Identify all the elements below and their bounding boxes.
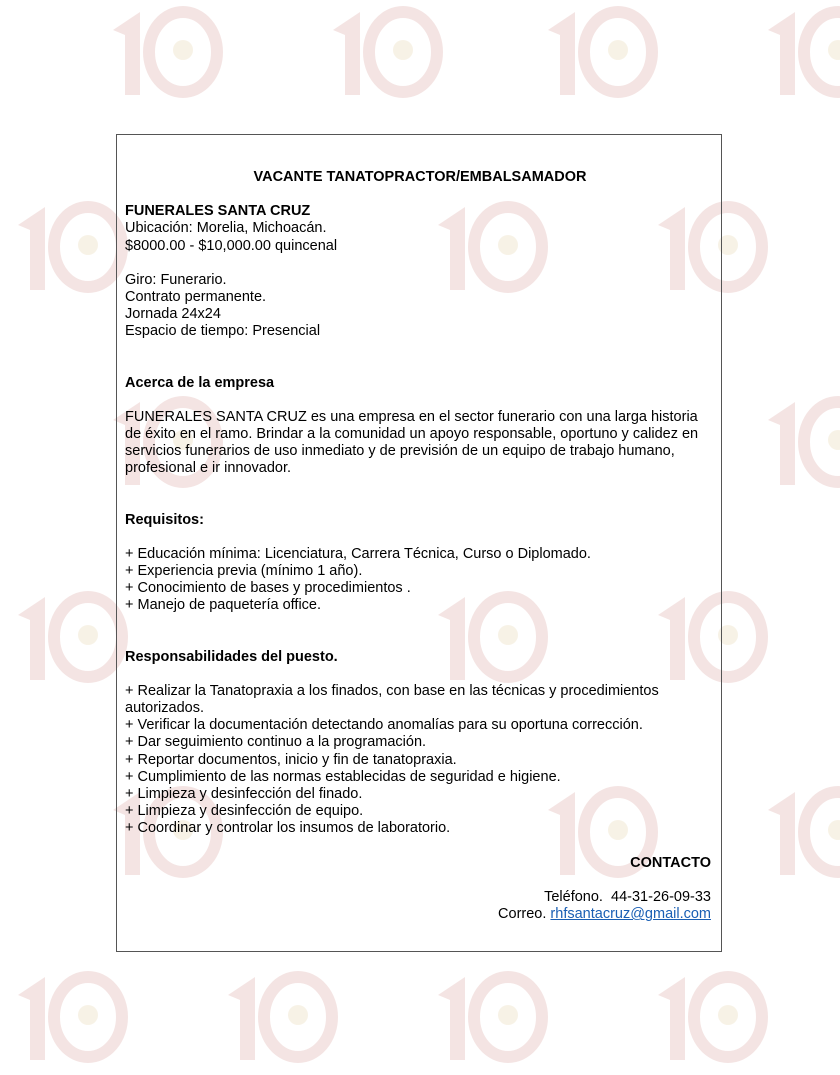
list-item: + Manejo de paquetería office. bbox=[125, 597, 322, 614]
list-item: + Limpieza y desinfección de equipo. bbox=[125, 803, 364, 820]
watermark-logo bbox=[750, 0, 840, 110]
job-location: Ubicación: Morelia, Michoacán. bbox=[125, 220, 327, 237]
job-detail-giro: Giro: Funerario. bbox=[125, 271, 227, 288]
job-posting-content bbox=[125, 169, 715, 923]
list-item: + Cumplimiento de las normas establecidas de seguridad e higiene. bbox=[125, 768, 561, 785]
list-item: + Dar seguimiento continuo a la programación. bbox=[125, 734, 427, 751]
company-name: FUNERALES SANTA CRUZ bbox=[125, 203, 311, 220]
phone-label: Teléfono. bbox=[544, 888, 603, 905]
watermark-logo bbox=[420, 965, 570, 1075]
watermark-logo bbox=[640, 965, 790, 1075]
watermark-logo bbox=[750, 390, 840, 500]
contact-heading: CONTACTO bbox=[630, 854, 711, 871]
list-item: + Coordinar y controlar los insumos de laboratorio. bbox=[125, 820, 451, 837]
watermark-logo bbox=[0, 965, 150, 1075]
watermark-logo bbox=[210, 965, 360, 1075]
responsibilities-list bbox=[125, 683, 715, 838]
about-heading: Acerca de la empresa bbox=[125, 374, 275, 391]
email-label: Correo. bbox=[498, 906, 547, 923]
job-title: VACANTE TANATOPRACTOR/EMBALSAMADOR bbox=[253, 169, 587, 185]
watermark-logo bbox=[315, 0, 465, 110]
watermark-logo bbox=[530, 0, 680, 110]
list-item: + Limpieza y desinfección del finado. bbox=[125, 786, 363, 803]
watermark-logo bbox=[750, 780, 840, 890]
list-item: + Reportar documentos, inicio y fin de tanatopraxia. bbox=[125, 751, 457, 768]
contact-phone-line bbox=[125, 889, 715, 906]
phone-number: 44-31-26-09-33 bbox=[611, 888, 711, 905]
list-item: + Verificar la documentación detectando anomalías para su oportuna corrección. bbox=[125, 717, 643, 734]
about-text: FUNERALES SANTA CRUZ es una empresa en el sector funerario con una larga historia de éxito en el ramo. Brindar a la comunidad un apoyo responsable, oportuno y calidez en servicios funerarios de uso inmediato y de previsión de un equipo de trabajo humano, profesional e ir innovador. bbox=[125, 408, 699, 477]
job-salary: $8000.00 - $10,000.00 quincenal bbox=[125, 237, 338, 254]
list-item: + Experiencia previa (mínimo 1 año). bbox=[125, 563, 363, 580]
list-item: + Conocimiento de bases y procedimientos . bbox=[125, 580, 411, 597]
responsibilities-heading: Responsabilidades del puesto. bbox=[125, 648, 338, 665]
job-detail-modality: Espacio de tiempo: Presencial bbox=[125, 323, 321, 340]
job-detail-schedule: Jornada 24x24 bbox=[125, 306, 221, 323]
requirements-heading: Requisitos: bbox=[125, 511, 204, 528]
job-posting-card bbox=[116, 134, 722, 952]
email-link[interactable]: rhfsantacruz@gmail.com bbox=[550, 906, 711, 923]
list-item: + Realizar la Tanatopraxia a los finados, con base en las técnicas y procedimientos autorizados. bbox=[125, 682, 659, 717]
job-detail-contract: Contrato permanente. bbox=[125, 289, 267, 306]
contact-email-line bbox=[125, 906, 715, 923]
list-item: + Educación mínima: Licenciatura, Carrera Técnica, Curso o Diplomado. bbox=[125, 545, 591, 562]
watermark-logo bbox=[95, 0, 245, 110]
requirements-list bbox=[125, 546, 715, 615]
